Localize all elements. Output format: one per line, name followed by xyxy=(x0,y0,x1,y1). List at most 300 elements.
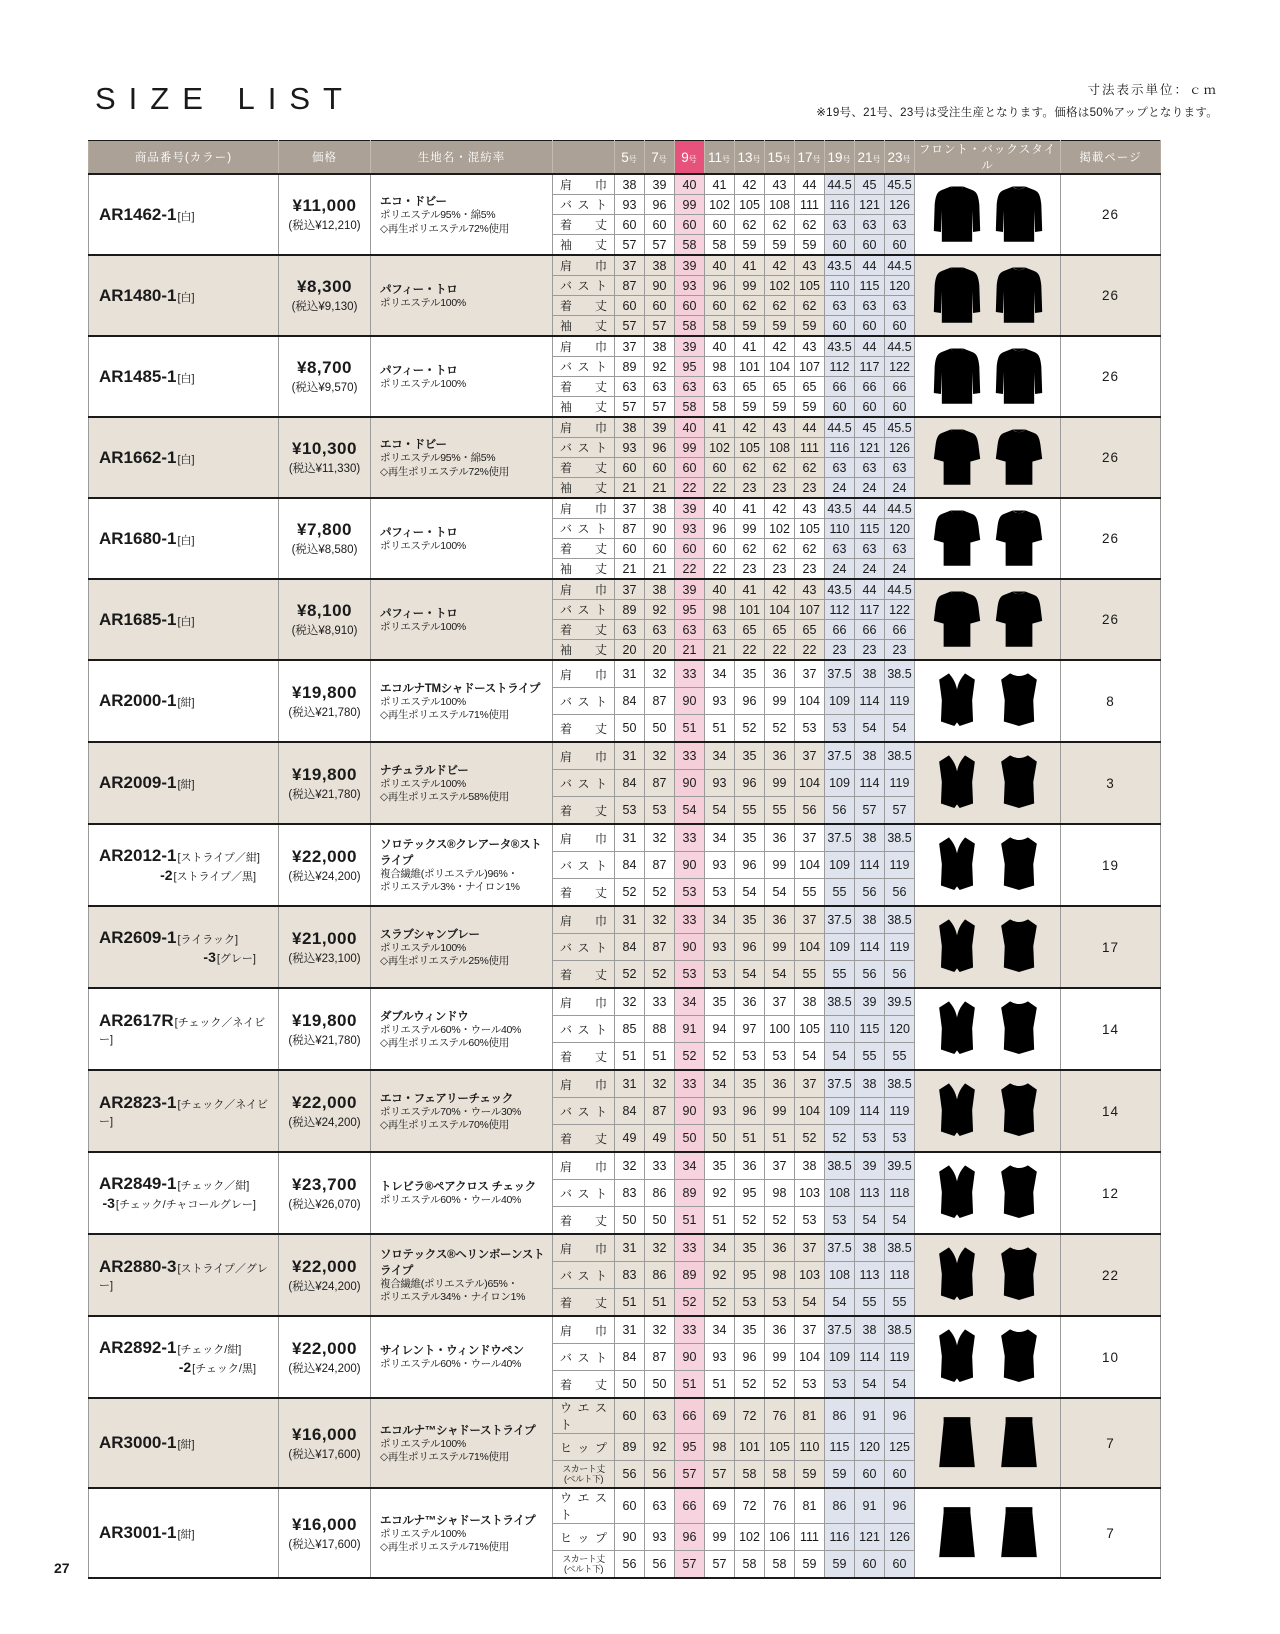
measurement-label: 袖丈 xyxy=(560,643,607,657)
product-code-cell xyxy=(89,1316,279,1398)
size-value: 36 xyxy=(765,1316,795,1344)
col-header-measure-label xyxy=(553,141,615,175)
size-value: 112 xyxy=(825,600,855,620)
size-value: 35 xyxy=(735,660,765,688)
size-value: 81 xyxy=(795,1398,825,1434)
measurement-label: バスト xyxy=(560,1186,607,1201)
size-value: 32 xyxy=(615,1152,645,1180)
fabric-detail: ◇再生ポリエステル60%使用 xyxy=(380,1037,509,1049)
measurement-label: 肩巾 xyxy=(560,1077,607,1092)
measurement-row xyxy=(89,988,1161,1016)
size-value: 35 xyxy=(735,1316,765,1344)
size-value: 38 xyxy=(855,906,885,934)
size-value: 33 xyxy=(675,1234,705,1262)
size-value: 50 xyxy=(615,1207,645,1235)
size-value: 54 xyxy=(885,1207,915,1235)
col-header-size-23号 xyxy=(885,141,915,175)
size-value: 93 xyxy=(705,934,735,961)
size-value: 86 xyxy=(825,1398,855,1434)
measurement-label: 着丈 xyxy=(560,461,607,475)
measurement-label: バスト xyxy=(560,441,607,455)
size-value: 33 xyxy=(645,988,675,1016)
size-value: 53 xyxy=(825,1371,855,1399)
price-value: ¥22,000 xyxy=(292,846,357,866)
size-value: 42 xyxy=(735,417,765,438)
product-code: AR2609-1 xyxy=(99,928,177,947)
size-value: 119 xyxy=(885,852,915,879)
size-value: 108 xyxy=(765,438,795,458)
size-value: 93 xyxy=(615,195,645,215)
size-value: 55 xyxy=(795,879,825,907)
measurement-label: 肩巾 xyxy=(560,667,607,682)
garment-front-illustration xyxy=(930,1078,984,1144)
size-value: 99 xyxy=(735,519,765,539)
size-value: 51 xyxy=(675,715,705,743)
size-value: 43 xyxy=(795,255,825,276)
measurement-row xyxy=(89,174,1161,195)
fabric-name: エコルナ™シャドーストライプ xyxy=(380,1424,536,1437)
measurement-label: バスト xyxy=(560,858,607,873)
price-tax: (税込¥17,600) xyxy=(288,1448,361,1461)
product-code-cell xyxy=(89,1398,279,1488)
product-code-2: -3 xyxy=(102,1195,115,1211)
product-group-AR2012-1 xyxy=(89,824,1161,906)
measurement-label: スカート丈 xyxy=(562,1463,605,1474)
size-value: 62 xyxy=(765,215,795,235)
size-value: 60 xyxy=(645,215,675,235)
fabric-cell xyxy=(371,824,553,906)
size-value: 43.5 xyxy=(825,498,855,519)
col-header-size-13号 xyxy=(735,141,765,175)
size-value: 57 xyxy=(615,316,645,337)
size-number: 19 xyxy=(827,149,843,165)
size-value: 111 xyxy=(795,1524,825,1551)
size-value: 22 xyxy=(735,640,765,661)
size-value: 52 xyxy=(615,961,645,989)
price-cell xyxy=(279,417,371,498)
product-color-label: [白] xyxy=(177,615,195,628)
size-value: 120 xyxy=(855,1434,885,1461)
size-number: 9 xyxy=(681,149,689,165)
product-code-2: -3 xyxy=(203,949,216,965)
size-value: 90 xyxy=(675,1344,705,1371)
size-value: 96 xyxy=(735,1098,765,1125)
measurement-label-cell xyxy=(553,417,615,438)
size-value: 99 xyxy=(765,1344,795,1371)
size-value: 92 xyxy=(705,1180,735,1207)
size-value: 66 xyxy=(855,377,885,397)
size-value: 53 xyxy=(735,1043,765,1071)
size-value: 69 xyxy=(705,1398,735,1434)
size-value: 53 xyxy=(825,1207,855,1235)
fabric-detail: ポリエステル70%・ウール30% xyxy=(380,1105,522,1118)
size-value: 38 xyxy=(855,824,885,852)
measurement-label-cell xyxy=(553,1289,615,1317)
size-value: 93 xyxy=(675,519,705,539)
size-list-table xyxy=(88,140,1161,1579)
measurement-row xyxy=(89,906,1161,934)
size-value: 104 xyxy=(795,1344,825,1371)
size-value: 96 xyxy=(675,1524,705,1551)
size-value: 110 xyxy=(825,276,855,296)
size-value: 52 xyxy=(765,715,795,743)
size-value: 57 xyxy=(645,397,675,418)
size-value: 57 xyxy=(615,235,645,256)
measurement-row xyxy=(89,1316,1161,1344)
size-value: 76 xyxy=(765,1398,795,1434)
price-cell xyxy=(279,660,371,742)
size-value: 63 xyxy=(855,458,885,478)
price-tax: (税込¥24,200) xyxy=(288,1116,361,1129)
size-value: 98 xyxy=(705,600,735,620)
size-value: 34 xyxy=(705,1234,735,1262)
product-color-label-2: [チェック/黒] xyxy=(192,1363,256,1375)
price-cell xyxy=(279,906,371,988)
measurement-label: 肩巾 xyxy=(560,502,607,516)
size-value: 60 xyxy=(825,397,855,418)
size-value: 65 xyxy=(765,620,795,640)
measurement-label-cell xyxy=(553,276,615,296)
size-value: 37 xyxy=(615,336,645,357)
size-value: 63 xyxy=(705,620,735,640)
size-value: 24 xyxy=(825,478,855,499)
size-value: 52 xyxy=(735,1371,765,1399)
measurement-label-cell xyxy=(553,906,615,934)
size-value: 33 xyxy=(675,906,705,934)
size-value: 88 xyxy=(645,1016,675,1043)
size-value: 87 xyxy=(645,688,675,715)
size-value: 120 xyxy=(885,519,915,539)
page-ref-cell: 26 xyxy=(1061,498,1161,579)
size-value: 50 xyxy=(645,1371,675,1399)
page-ref-cell: 26 xyxy=(1061,336,1161,417)
size-value: 34 xyxy=(705,1316,735,1344)
style-illustration-cell xyxy=(915,1398,1061,1488)
size-value: 52 xyxy=(705,1043,735,1071)
garment-front-illustration xyxy=(930,750,984,816)
size-value: 35 xyxy=(735,1070,765,1098)
measurement-label: バスト xyxy=(560,603,607,617)
size-value: 85 xyxy=(615,1016,645,1043)
size-value: 39 xyxy=(675,579,705,600)
size-value: 34 xyxy=(675,1152,705,1180)
size-value: 51 xyxy=(675,1207,705,1235)
size-value: 33 xyxy=(675,660,705,688)
product-code-cell xyxy=(89,498,279,579)
size-value: 54 xyxy=(795,1289,825,1317)
size-value: 41 xyxy=(735,336,765,357)
size-value: 39.5 xyxy=(885,988,915,1016)
garment-front-illustration xyxy=(930,914,984,980)
size-value: 60 xyxy=(675,458,705,478)
size-value: 37 xyxy=(615,498,645,519)
size-value: 41 xyxy=(705,417,735,438)
size-value: 36 xyxy=(735,1152,765,1180)
size-value: 121 xyxy=(855,438,885,458)
page-ref-cell: 26 xyxy=(1061,417,1161,498)
fabric-cell xyxy=(371,417,553,498)
fabric-name: ダブルウィンドウ xyxy=(380,1010,469,1023)
size-value: 114 xyxy=(855,934,885,961)
fabric-detail: ◇再生ポリエステル70%使用 xyxy=(380,1119,509,1131)
fabric-cell xyxy=(371,1152,553,1234)
product-code-line-2 xyxy=(99,1195,272,1212)
size-value: 104 xyxy=(795,852,825,879)
measurement-label-cell xyxy=(553,296,615,316)
measurement-label: バスト xyxy=(560,279,607,293)
size-value: 116 xyxy=(825,1524,855,1551)
product-code: AR1662-1 xyxy=(99,447,177,467)
size-value: 100 xyxy=(765,1016,795,1043)
size-value: 39 xyxy=(675,255,705,276)
measurement-label-cell xyxy=(553,1125,615,1153)
size-value: 86 xyxy=(825,1488,855,1524)
size-suffix: 号 xyxy=(752,154,762,164)
size-value: 38 xyxy=(855,742,885,770)
fabric-detail: ◇再生ポリエステル72%使用 xyxy=(380,465,509,478)
price-cell xyxy=(279,1316,371,1398)
size-number: 23 xyxy=(887,149,903,165)
size-value: 38.5 xyxy=(885,1316,915,1344)
size-value: 96 xyxy=(645,195,675,215)
measurement-row xyxy=(89,1152,1161,1180)
size-value: 114 xyxy=(855,852,885,879)
size-value: 109 xyxy=(825,852,855,879)
size-value: 90 xyxy=(675,770,705,797)
size-value: 54 xyxy=(795,1043,825,1071)
fabric-detail: 複合繊維(ポリエステル)96%・ xyxy=(380,867,518,880)
size-value: 51 xyxy=(735,1125,765,1153)
size-value: 22 xyxy=(795,640,825,661)
size-value: 37.5 xyxy=(825,660,855,688)
measurement-label: 着丈 xyxy=(560,1295,607,1310)
size-value: 121 xyxy=(855,195,885,215)
size-value: 35 xyxy=(735,1234,765,1262)
size-value: 37 xyxy=(795,824,825,852)
style-illustration-cell xyxy=(915,1316,1061,1398)
size-value: 112 xyxy=(825,357,855,377)
size-value: 44.5 xyxy=(825,174,855,195)
size-value: 97 xyxy=(735,1016,765,1043)
price-tax: (税込¥24,200) xyxy=(288,870,361,883)
price-value: ¥22,000 xyxy=(292,1338,357,1358)
measurement-label-cell xyxy=(553,498,615,519)
product-code-cell xyxy=(89,988,279,1070)
size-value: 120 xyxy=(885,276,915,296)
product-code: AR2849-1 xyxy=(99,1174,177,1193)
size-value: 66 xyxy=(885,377,915,397)
size-value: 63 xyxy=(645,620,675,640)
size-value: 32 xyxy=(645,1234,675,1262)
measurement-label-cell xyxy=(553,357,615,377)
product-code: AR1485-1 xyxy=(99,366,177,386)
size-value: 39 xyxy=(645,174,675,195)
size-value: 60 xyxy=(705,458,735,478)
product-color-label: [白] xyxy=(177,372,195,385)
product-code: AR2880-3 xyxy=(99,1257,177,1276)
measurement-label-cell xyxy=(553,336,615,357)
size-value: 58 xyxy=(735,1461,765,1489)
fabric-name: ソロテックス®クレアータ®ストライプ xyxy=(380,838,542,867)
measurement-label-cell xyxy=(553,1524,615,1551)
size-value: 52 xyxy=(735,1207,765,1235)
price-cell xyxy=(279,824,371,906)
size-value: 40 xyxy=(705,498,735,519)
size-suffix: 号 xyxy=(872,154,882,164)
size-value: 65 xyxy=(795,377,825,397)
size-value: 43 xyxy=(765,174,795,195)
measurement-label: 肩巾 xyxy=(560,749,607,764)
size-value: 87 xyxy=(645,934,675,961)
size-value: 59 xyxy=(795,397,825,418)
price-tax: (税込¥12,210) xyxy=(288,220,361,232)
product-color-label-2: [チェック/チャコールグレー] xyxy=(115,1199,256,1211)
size-value: 60 xyxy=(885,1461,915,1489)
product-code-line xyxy=(99,691,272,711)
measurement-label-cell xyxy=(553,988,615,1016)
size-value: 33 xyxy=(675,742,705,770)
size-value: 84 xyxy=(615,688,645,715)
product-code-line xyxy=(99,928,272,948)
size-value: 34 xyxy=(705,906,735,934)
size-value: 66 xyxy=(825,620,855,640)
measurement-row xyxy=(89,336,1161,357)
measurement-label: バスト xyxy=(560,776,607,791)
size-value: 43.5 xyxy=(825,336,855,357)
col-header-size-15号 xyxy=(765,141,795,175)
size-value: 52 xyxy=(615,879,645,907)
product-code-line xyxy=(99,1257,272,1293)
measurement-row xyxy=(89,1398,1161,1434)
size-value: 38 xyxy=(855,660,885,688)
measurement-label: ヒップ xyxy=(560,1440,607,1455)
measurement-label: スカート丈 xyxy=(562,1553,605,1564)
product-code: AR1480-1 xyxy=(99,285,177,305)
size-value: 103 xyxy=(795,1180,825,1207)
size-value: 81 xyxy=(795,1488,825,1524)
product-color-label-2: [グレー] xyxy=(216,953,256,965)
size-value: 24 xyxy=(855,559,885,580)
size-value: 98 xyxy=(765,1180,795,1207)
size-value: 55 xyxy=(885,1043,915,1071)
measurement-label-cell xyxy=(553,620,615,640)
size-value: 118 xyxy=(885,1180,915,1207)
fabric-cell xyxy=(371,1316,553,1398)
measurement-label-cell xyxy=(553,1016,615,1043)
size-value: 57 xyxy=(615,397,645,418)
product-code-line xyxy=(99,286,272,306)
fabric-detail: ポリエステル100% xyxy=(380,1437,466,1450)
size-suffix: 号 xyxy=(658,154,668,164)
size-value: 116 xyxy=(825,195,855,215)
measurement-label-cell xyxy=(553,742,615,770)
measurement-label-cell xyxy=(553,539,615,559)
garment-back-illustration xyxy=(992,1242,1046,1308)
size-value: 51 xyxy=(615,1289,645,1317)
size-value: 37.5 xyxy=(825,1234,855,1262)
size-value: 31 xyxy=(615,1070,645,1098)
size-value: 60 xyxy=(615,215,645,235)
size-value: 96 xyxy=(735,852,765,879)
size-value: 57 xyxy=(705,1551,735,1579)
fabric-detail: ◇再生ポリエステル71%使用 xyxy=(380,1451,509,1463)
measurement-label-cell xyxy=(553,1551,615,1579)
size-value: 57 xyxy=(645,316,675,337)
size-value: 49 xyxy=(615,1125,645,1153)
price-value: ¥19,800 xyxy=(292,1010,357,1030)
size-value: 126 xyxy=(885,195,915,215)
size-value: 87 xyxy=(645,1344,675,1371)
size-value: 106 xyxy=(765,1524,795,1551)
size-value: 53 xyxy=(675,879,705,907)
size-value: 53 xyxy=(855,1125,885,1153)
size-value: 54 xyxy=(855,715,885,743)
size-value: 24 xyxy=(855,478,885,499)
size-value: 38 xyxy=(645,498,675,519)
fabric-detail: ◇再生ポリエステル71%使用 xyxy=(380,709,509,721)
size-value: 108 xyxy=(825,1180,855,1207)
fabric-detail: 複合繊維(ポリエステル)65%・ xyxy=(380,1277,518,1290)
measurement-label-cell xyxy=(553,519,615,539)
size-value: 38 xyxy=(645,579,675,600)
size-value: 21 xyxy=(645,559,675,580)
measurement-label: 着丈 xyxy=(560,885,607,900)
size-value: 51 xyxy=(645,1043,675,1071)
style-illustration-cell xyxy=(915,824,1061,906)
size-value: 66 xyxy=(825,377,855,397)
measurement-label: 着丈 xyxy=(560,299,607,313)
size-value: 52 xyxy=(675,1289,705,1317)
size-value: 92 xyxy=(645,1434,675,1461)
size-value: 57 xyxy=(675,1461,705,1489)
size-value: 91 xyxy=(855,1398,885,1434)
measurement-label: 袖丈 xyxy=(560,562,607,576)
size-value: 99 xyxy=(675,195,705,215)
measurement-label-cell xyxy=(553,579,615,600)
size-value: 55 xyxy=(855,1043,885,1071)
size-value: 31 xyxy=(615,824,645,852)
size-value: 37 xyxy=(765,1152,795,1180)
measurement-label: 着丈 xyxy=(560,803,607,818)
size-value: 50 xyxy=(615,1371,645,1399)
size-value: 52 xyxy=(795,1125,825,1153)
fabric-name: エコ・ドビー xyxy=(380,439,447,452)
product-code-cell xyxy=(89,742,279,824)
size-value: 51 xyxy=(615,1043,645,1071)
size-value: 40 xyxy=(705,336,735,357)
size-value: 38 xyxy=(855,1070,885,1098)
size-value: 96 xyxy=(735,1344,765,1371)
size-value: 38.5 xyxy=(825,988,855,1016)
size-value: 40 xyxy=(705,255,735,276)
price-tax: (税込¥26,070) xyxy=(288,1198,361,1211)
page-ref-cell: 8 xyxy=(1061,660,1161,742)
measurement-label: バスト xyxy=(560,940,607,955)
size-value: 99 xyxy=(675,438,705,458)
style-illustration-cell xyxy=(915,1070,1061,1152)
size-value: 60 xyxy=(885,316,915,337)
size-value: 34 xyxy=(675,988,705,1016)
size-value: 59 xyxy=(735,235,765,256)
col-header-size-21号 xyxy=(855,141,885,175)
price-tax: (税込¥21,780) xyxy=(288,788,361,801)
size-suffix: 号 xyxy=(782,154,792,164)
size-value: 96 xyxy=(885,1398,915,1434)
measurement-label-cell xyxy=(553,1488,615,1524)
measurement-label: 袖丈 xyxy=(560,319,607,333)
size-number: 17 xyxy=(797,149,813,165)
size-value: 105 xyxy=(795,519,825,539)
